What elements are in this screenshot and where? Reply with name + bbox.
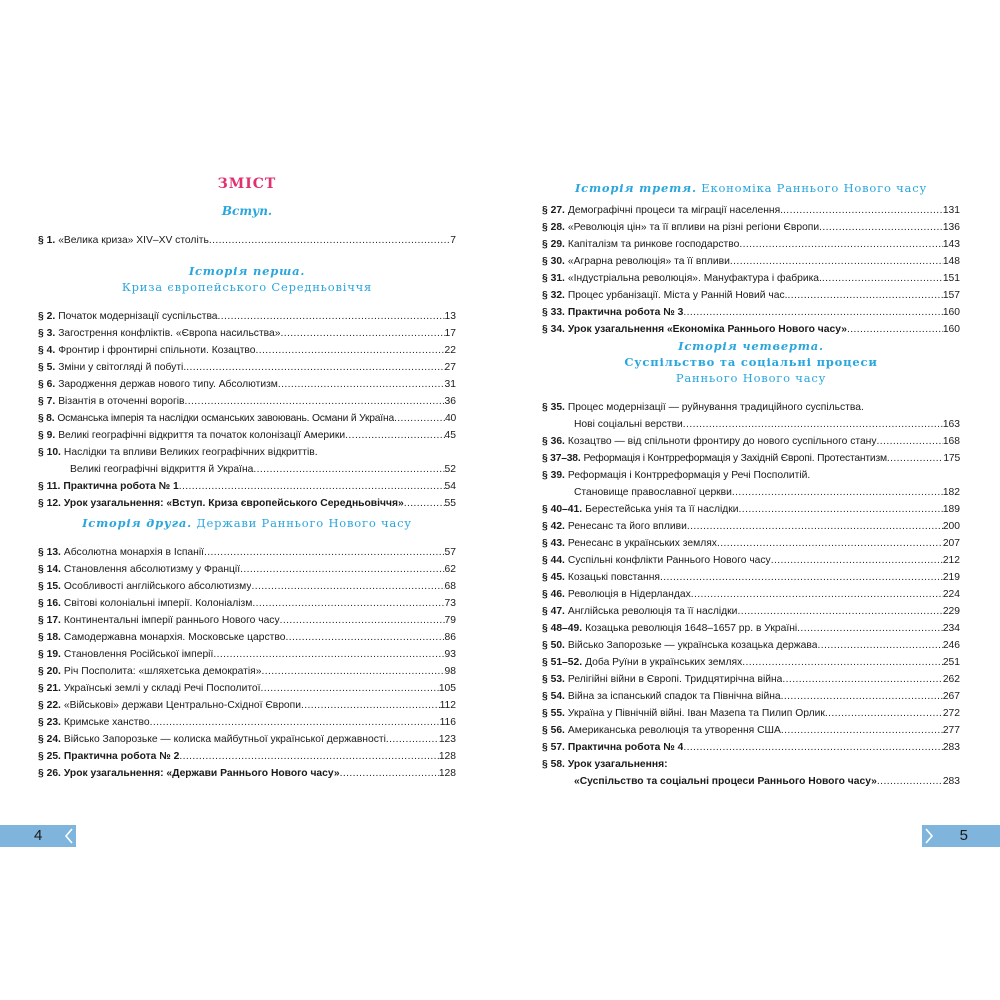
toc-entry-24[interactable]: § 24. Військо Запорозьке — колиска майбутньої української державності ..... 123 <box>38 731 456 748</box>
intro-heading: Вступ. <box>221 204 273 218</box>
toc-entry-12[interactable]: § 12. Урок узагальнення: «Вступ. Криза європейського Середньовіччя» ..... 55 <box>38 495 456 512</box>
toc-entry-48[interactable]: § 48–49. Козацька революція 1648–1657 рр. в Україні ..... 234 <box>542 620 960 637</box>
toc-entry-3[interactable]: § 3. Загострення конфліктів. «Європа насильства» ..... 17 <box>38 325 456 342</box>
toc-entry-22[interactable]: § 22. «Військові» держави Центрально-Східної Європи ..... 112 <box>38 697 456 714</box>
part4-heading: Історія четверта. Суспільство та соціальні процеси Раннього Нового часу <box>624 339 878 385</box>
toc-entry-57[interactable]: § 57. Практична робота № 4 ..... 283 <box>542 739 960 756</box>
toc-entry-50[interactable]: § 50. Військо Запорозьке — українська козацька держава ..... 246 <box>542 637 960 654</box>
toc-entry-19[interactable]: § 19. Становлення Російської імперії ..... 93 <box>38 646 456 663</box>
toc-entry-17[interactable]: § 17. Континентальні імперії раннього Нового часу ..... 79 <box>38 612 456 629</box>
toc-entry-39-cont[interactable]: Становище православної церкви ..... 182 <box>542 484 960 501</box>
toc-entry-21[interactable]: § 21. Українські землі у складі Речі Посполитої ..... 105 <box>38 680 456 697</box>
toc-entry-28[interactable]: § 28. «Революція цін» та її впливи на різні регіони Європи ..... 136 <box>542 219 960 236</box>
toc-entry-29[interactable]: § 29. Капіталізм та ринкове господарство ..... 143 <box>542 236 960 253</box>
toc-entry-14[interactable]: § 14. Становлення абсолютизму у Франції ..... 62 <box>38 561 456 578</box>
toc-entry-31[interactable]: § 31. «Індустріальна революція». Мануфактура і фабрика. ..... 151 <box>542 270 960 287</box>
toc-entry-16[interactable]: § 16. Світові колоніальні імперії. Колоніалізм ..... 73 <box>38 595 456 612</box>
toc-entry-32[interactable]: § 32. Процес урбанізації. Міста у Ранній Новий час. ..... 157 <box>542 287 960 304</box>
chevron-right-icon <box>924 828 934 844</box>
toc-entry-7[interactable]: § 7. Візантія в оточенні ворогів ..... 36 <box>38 393 456 410</box>
toc-entry-42[interactable]: § 42. Ренесанс та його впливи ..... 200 <box>542 518 960 535</box>
toc-entry-15[interactable]: § 15. Особливості англійського абсолютизму ..... 68 <box>38 578 456 595</box>
toc-entry-44[interactable]: § 44. Суспільні конфлікти Раннього Нового часу ..... 212 <box>542 552 960 569</box>
toc-entry-47[interactable]: § 47. Англійська революція та її наслідки ..... 229 <box>542 603 960 620</box>
toc-entry-1[interactable]: § 1. «Велика криза» XIV–XV століть ..... 7 <box>38 232 456 249</box>
toc-entry-18[interactable]: § 18. Самодержавна монархія. Московське царство ..... 86 <box>38 629 456 646</box>
toc-entry-43[interactable]: § 43. Ренесанс в українських землях ..... 207 <box>542 535 960 552</box>
right-page-number-tab <box>922 825 1000 847</box>
toc-entry-23[interactable]: § 23. Кримське ханство ..... 116 <box>38 714 456 731</box>
toc-entry-58-cont[interactable]: «Суспільство та соціальні процеси Раннього Нового часу» ..... 283 <box>542 773 960 790</box>
toc-entry-35[interactable]: § 35. Процес модернізації — руйнування традиційного суспільства. <box>542 402 864 413</box>
right-page <box>500 0 1000 1000</box>
part2-heading: Історія друга. Держави Раннього Нового часу <box>82 516 412 530</box>
page-number-right: 5 <box>959 827 968 844</box>
toc-entry-2[interactable]: § 2. Початок модернізації суспільства ..... 13 <box>38 308 456 325</box>
toc-entry-6[interactable]: § 6. Зародження держав нового типу. Абсолютизм ..... 31 <box>38 376 456 393</box>
left-page-number-tab <box>0 825 76 847</box>
part3-heading: Історія третя. Економіка Раннього Нового часу <box>574 181 928 195</box>
toc-entry-35-cont[interactable]: Нові соціальні верстви ..... 163 <box>542 416 960 433</box>
toc-entry-11[interactable]: § 11. Практична робота № 1 ..... 54 <box>38 478 456 495</box>
toc-right <box>542 180 960 790</box>
page-number-left: 4 <box>34 827 43 844</box>
toc-entry-27[interactable]: § 27. Демографічні процеси та міграції населення. ..... 131 <box>542 202 960 219</box>
toc-entry-33[interactable]: § 33. Практична робота № 3 ..... 160 <box>542 304 960 321</box>
toc-entry-58[interactable]: § 58. Урок узагальнення: <box>542 759 668 770</box>
toc-entry-34[interactable]: § 34. Урок узагальнення «Економіка Раннього Нового часу» ..... 160 <box>542 321 960 338</box>
toc-entry-4[interactable]: § 4. Фронтир і фронтирні спільноти. Козацтво ..... 22 <box>38 342 456 359</box>
toc-entry-8[interactable]: § 8. Османська імперія та наслідки османських завоювань. Османи й Україна ..... 40 <box>38 410 456 427</box>
toc-left <box>38 232 456 782</box>
toc-entry-36[interactable]: § 36. Козацтво — від спільноти фронтиру до нового суспільного стану ..... 168 <box>542 433 960 450</box>
toc-entry-26[interactable]: § 26. Урок узагальнення: «Держави Раннього Нового часу» ..... 128 <box>38 765 456 782</box>
toc-entry-30[interactable]: § 30. «Аграрна революція» та її впливи ..... 148 <box>542 253 960 270</box>
toc-entry-13[interactable]: § 13. Абсолютна монархія в Іспанії ..... 57 <box>38 544 456 561</box>
part1-heading: Історія перша. Криза європейського Середньовіччя <box>121 264 373 294</box>
toc-entry-9[interactable]: § 9. Великі географічні відкриття та початок колонізації Америки ..... 45 <box>38 427 456 444</box>
toc-entry-20[interactable]: § 20. Річ Посполита: «шляхетська демократія» ..... 98 <box>38 663 456 680</box>
toc-entry-55[interactable]: § 55. Україна у Північній війні. Іван Мазепа та Пилип Орлик ..... 272 <box>542 705 960 722</box>
toc-entry-54[interactable]: § 54. Війна за іспанський спадок та Північна війна ..... 267 <box>542 688 960 705</box>
toc-entry-5[interactable]: § 5. Зміни у світогляді й побуті. ..... 27 <box>38 359 456 376</box>
toc-entry-25[interactable]: § 25. Практична робота № 2 ..... 128 <box>38 748 456 765</box>
toc-entry-10-cont[interactable]: Великі географічні відкриття й Україна ..... 52 <box>38 461 456 478</box>
toc-entry-10[interactable]: § 10. Наслідки та впливи Великих географічних відкриттів. <box>38 447 318 458</box>
chevron-left-icon <box>64 828 74 844</box>
toc-entry-45[interactable]: § 45. Козацькі повстання ..... 219 <box>542 569 960 586</box>
toc-entry-46[interactable]: § 46. Революція в Нідерландах ..... 224 <box>542 586 960 603</box>
toc-entry-40[interactable]: § 40–41. Берестейська унія та її наслідки ..... 189 <box>542 501 960 518</box>
toc-entry-53[interactable]: § 53. Релігійні війни в Європі. Тридцятирічна війна ..... 262 <box>542 671 960 688</box>
toc-title: ЗМІСТ <box>217 176 277 192</box>
toc-entry-56[interactable]: § 56. Американська революція та утворення США ..... 277 <box>542 722 960 739</box>
toc-entry-39[interactable]: § 39. Реформація і Контрреформація у Речі Посполитій. <box>542 470 811 481</box>
toc-entry-37[interactable]: § 37–38. Реформація і Контрреформація у Західній Європі. Протестантизм ..... 175 <box>542 450 960 467</box>
toc-entry-51[interactable]: § 51–52. Доба Руїни в українських землях ..... 251 <box>542 654 960 671</box>
